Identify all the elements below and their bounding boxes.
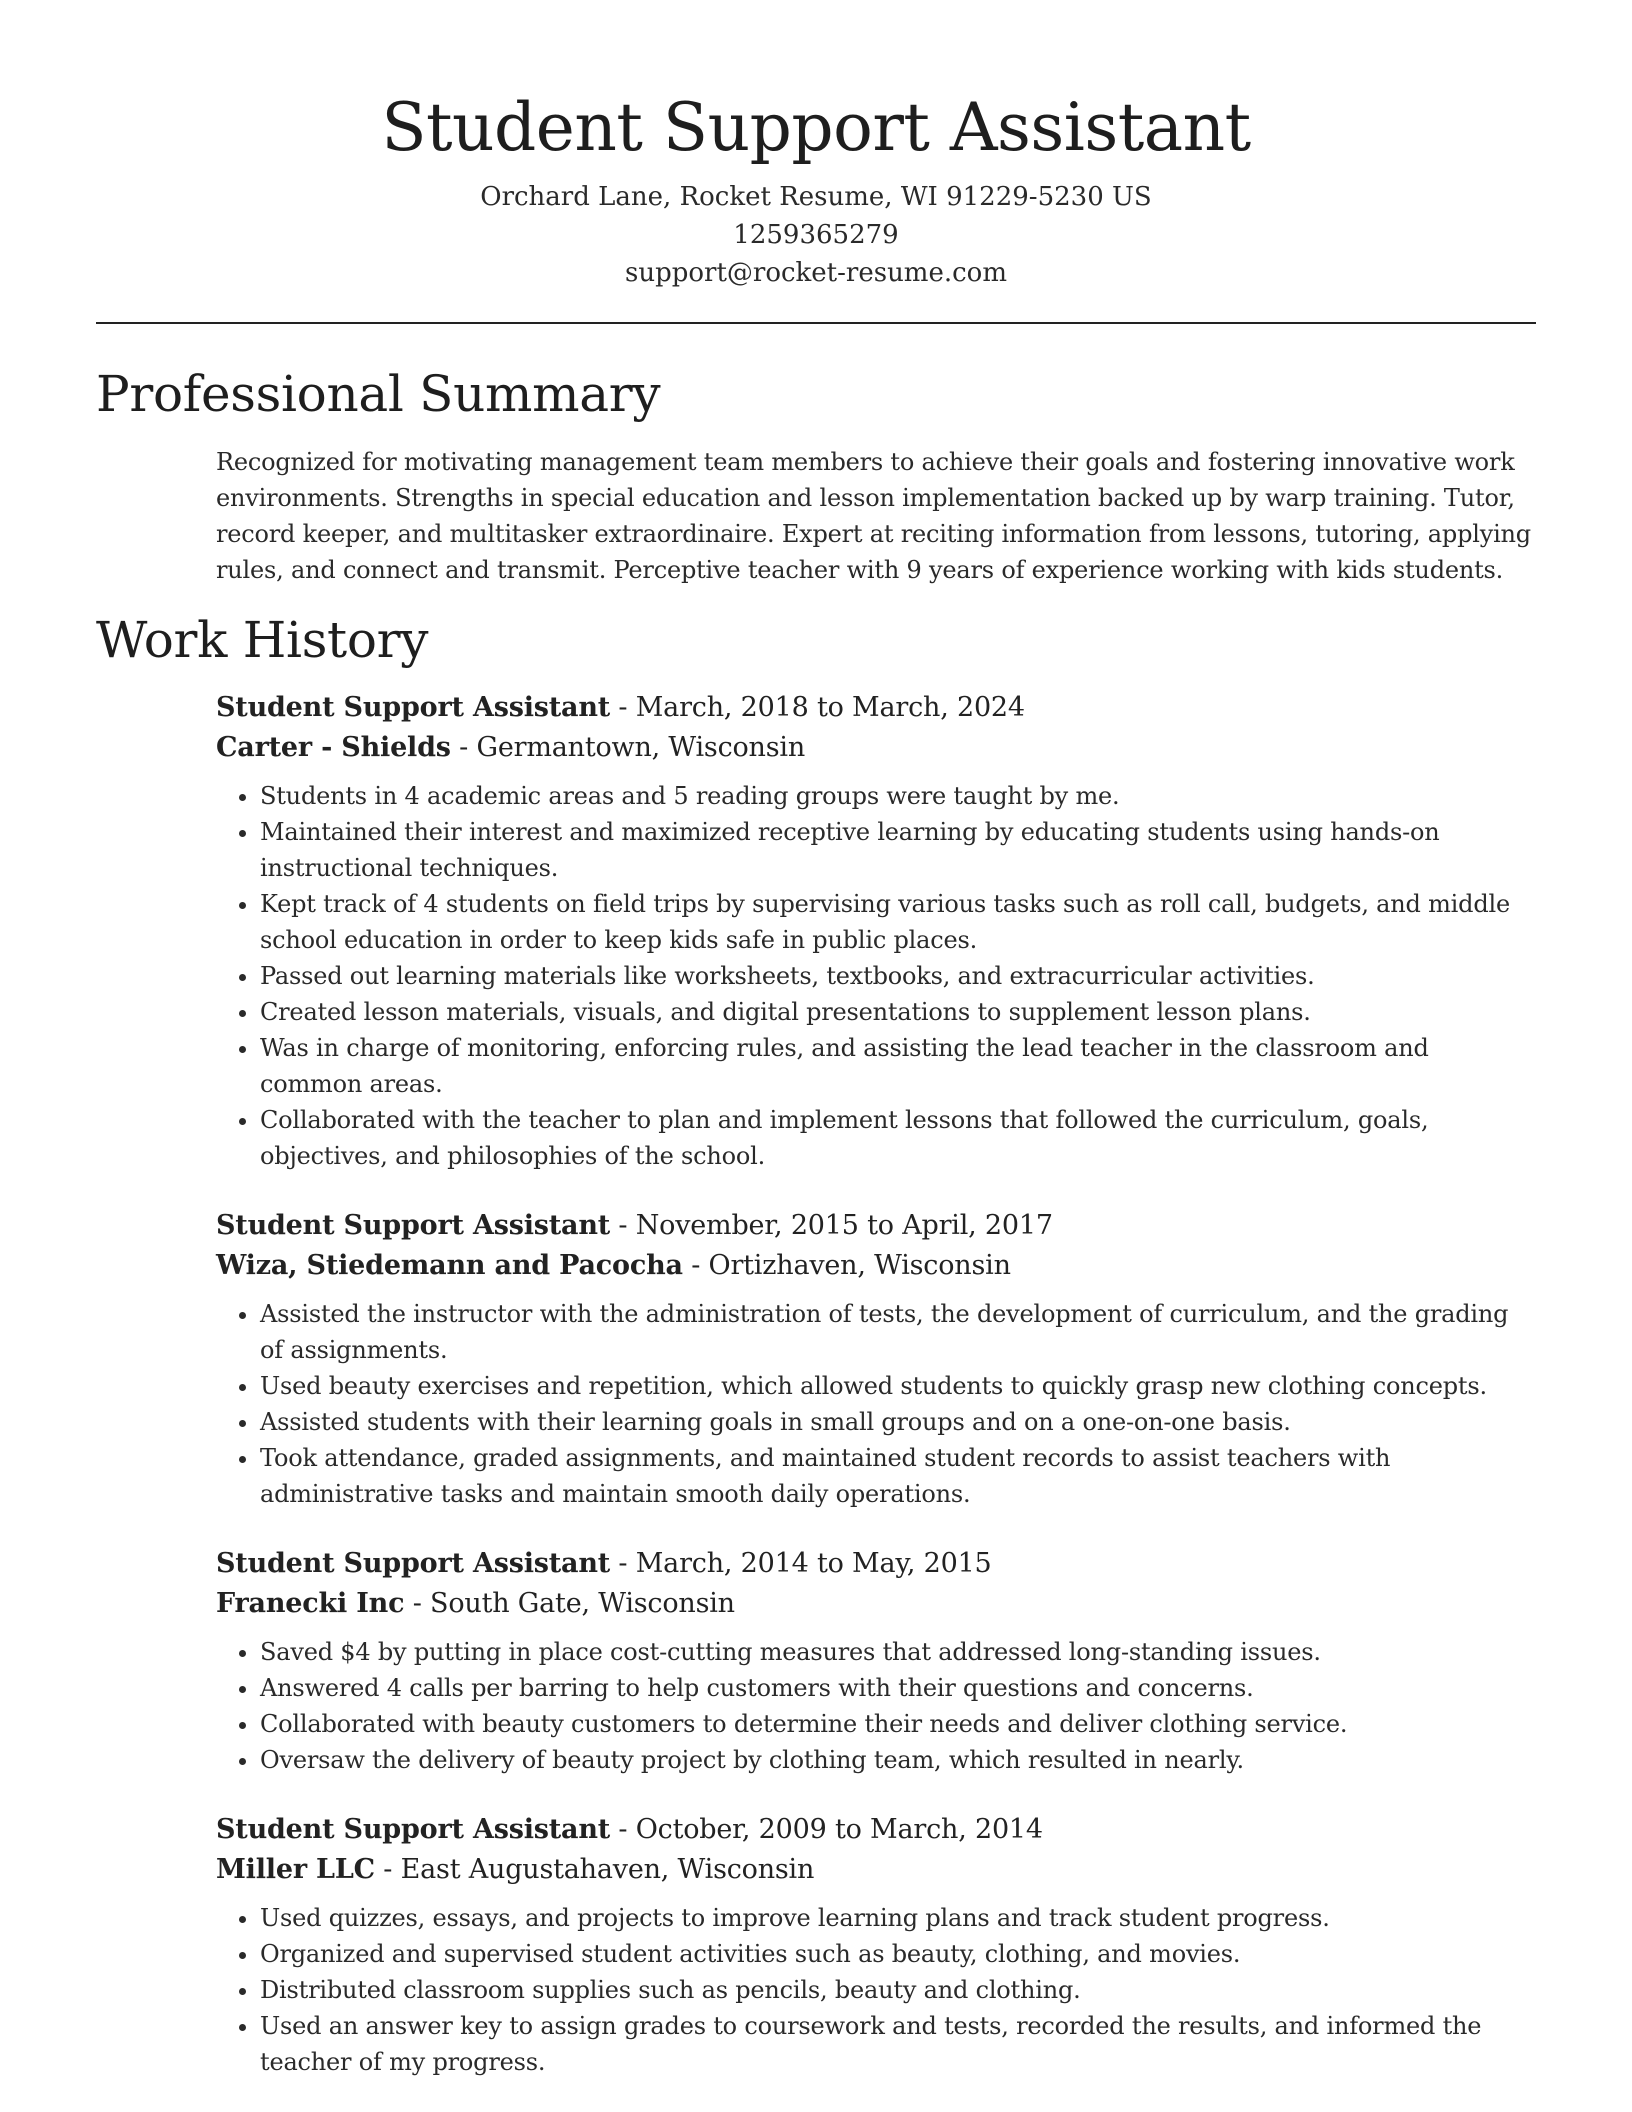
job-bullets — [216, 1634, 1536, 1778]
job-role: Student Support Assistant — [216, 1814, 611, 1845]
job-bullet: • Used quizzes, essays, and projects to improve learning plans and track student progress. — [260, 1900, 1536, 1936]
resume-name: Student Support Assistant — [381, 89, 1251, 166]
job-bullets — [216, 778, 1536, 1174]
job-location: South Gate, Wisconsin — [430, 1588, 735, 1619]
job-bullet: • Students in 4 academic areas and 5 reading groups were taught by me. — [260, 778, 1536, 814]
work-history-heading: Work History — [96, 611, 429, 669]
email: support@rocket-resume.com — [624, 258, 1007, 288]
job-bullet: • Collaborated with beauty customers to determine their needs and deliver clothing service. — [260, 1706, 1536, 1742]
job-bullet: • Took attendance, graded assignments, and maintained student records to assist teachers with administrative tasks and maintain smooth daily operations. — [260, 1440, 1536, 1512]
job-bullet: • Assisted the instructor with the administration of tests, the development of curriculum, and the grading of assignments. — [260, 1296, 1536, 1368]
job-company: Wiza, Stiedemann and Pacocha — [216, 1250, 683, 1281]
summary-heading: Professional Summary — [96, 365, 661, 423]
job-bullet: • Was in charge of monitoring, enforcing rules, and assisting the lead teacher in the classroom and common areas. — [260, 1030, 1536, 1102]
job-entry — [216, 1810, 1536, 2080]
job-dates: March, 2014 to May, 2015 — [635, 1548, 992, 1579]
address: Orchard Lane, Rocket Resume, WI 91229-5230 US — [480, 182, 1152, 212]
job-bullet: • Collaborated with the teacher to plan and implement lessons that followed the curriculum, goals, objectives, and philosophies of the school. — [260, 1102, 1536, 1174]
job-bullet: • Created lesson materials, visuals, and digital presentations to supplement lesson plans. — [260, 994, 1536, 1030]
job-title-line: Student Support Assistant - October, 2009 to March, 2014 — [216, 1814, 1043, 1845]
job-bullet: • Assisted students with their learning goals in small groups and on a one-on-one basis. — [260, 1404, 1536, 1440]
summary-text: Recognized for motivating management team members to achieve their goals and fostering innovative work environments. Strengths in special education and lesson implementation backed up by warp training. Tutor, record keeper, and multitasker extraordinaire. Expert at reciting information from lessons, tutoring, applying rules, and connect and transmit. Perceptive teacher with 9 years of experience working with kids students. — [216, 448, 1531, 584]
job-bullet: • Distributed classroom supplies such as pencils, beauty and clothing. — [260, 1972, 1536, 2008]
job-bullet: • Used beauty exercises and repetition, which allowed students to quickly grasp new clothing concepts. — [260, 1368, 1536, 1404]
job-bullet: • Answered 4 calls per barring to help customers with their questions and concerns. — [260, 1670, 1536, 1706]
job-dates: October, 2009 to March, 2014 — [635, 1814, 1043, 1845]
job-location: Germantown, Wisconsin — [476, 732, 806, 763]
job-bullet: • Oversaw the delivery of beauty project by clothing team, which resulted in nearly. — [260, 1742, 1536, 1778]
job-company: Franecki Inc — [216, 1588, 405, 1619]
job-bullet: • Saved $4 by putting in place cost-cutting measures that addressed long-standing issues. — [260, 1634, 1536, 1670]
job-dates: March, 2018 to March, 2024 — [635, 692, 1025, 723]
job-bullets — [216, 1900, 1536, 2080]
job-bullet: • Used an answer key to assign grades to coursework and tests, recorded the results, and informed the teacher of my progress. — [260, 2008, 1536, 2080]
job-dates: November, 2015 to April, 2017 — [635, 1210, 1053, 1241]
job-title-line: Student Support Assistant - November, 2015 to April, 2017 — [216, 1210, 1053, 1241]
job-entry — [216, 1544, 1536, 1778]
job-entry — [216, 688, 1536, 1174]
contact-info — [96, 178, 1536, 292]
job-company-line: Carter - Shields - Germantown, Wisconsin — [216, 732, 806, 763]
job-company: Miller LLC — [216, 1854, 375, 1885]
job-title-line: Student Support Assistant - March, 2018 to March, 2024 — [216, 692, 1025, 723]
job-bullet: • Passed out learning materials like worksheets, textbooks, and extracurricular activities. — [260, 958, 1536, 994]
job-role: Student Support Assistant — [216, 1548, 611, 1579]
job-role: Student Support Assistant — [216, 1210, 611, 1241]
job-company-line: Miller LLC - East Augustahaven, Wisconsin — [216, 1854, 815, 1885]
job-location: East Augustahaven, Wisconsin — [400, 1854, 815, 1885]
job-company: Carter - Shields — [216, 732, 451, 763]
work-history-list — [216, 688, 1536, 2080]
job-location: Ortizhaven, Wisconsin — [708, 1250, 1011, 1281]
job-bullet: • Maintained their interest and maximized receptive learning by educating students using hands-on instructional techniques. — [260, 814, 1536, 886]
job-bullet: • Kept track of 4 students on field trips by supervising various tasks such as roll call, budgets, and middle school education in order to keep kids safe in public places. — [260, 886, 1536, 958]
job-company-line: Wiza, Stiedemann and Pacocha - Ortizhaven, Wisconsin — [216, 1250, 1011, 1281]
job-company-line: Franecki Inc - South Gate, Wisconsin — [216, 1588, 735, 1619]
job-title-line: Student Support Assistant - March, 2014 to May, 2015 — [216, 1548, 992, 1579]
header-divider — [96, 322, 1536, 324]
job-role: Student Support Assistant — [216, 692, 611, 723]
job-bullets — [216, 1296, 1536, 1512]
phone: 1259365279 — [733, 220, 899, 250]
resume-page — [96, 0, 1536, 2080]
job-bullet: • Organized and supervised student activities such as beauty, clothing, and movies. — [260, 1936, 1536, 1972]
job-entry — [216, 1206, 1536, 1512]
